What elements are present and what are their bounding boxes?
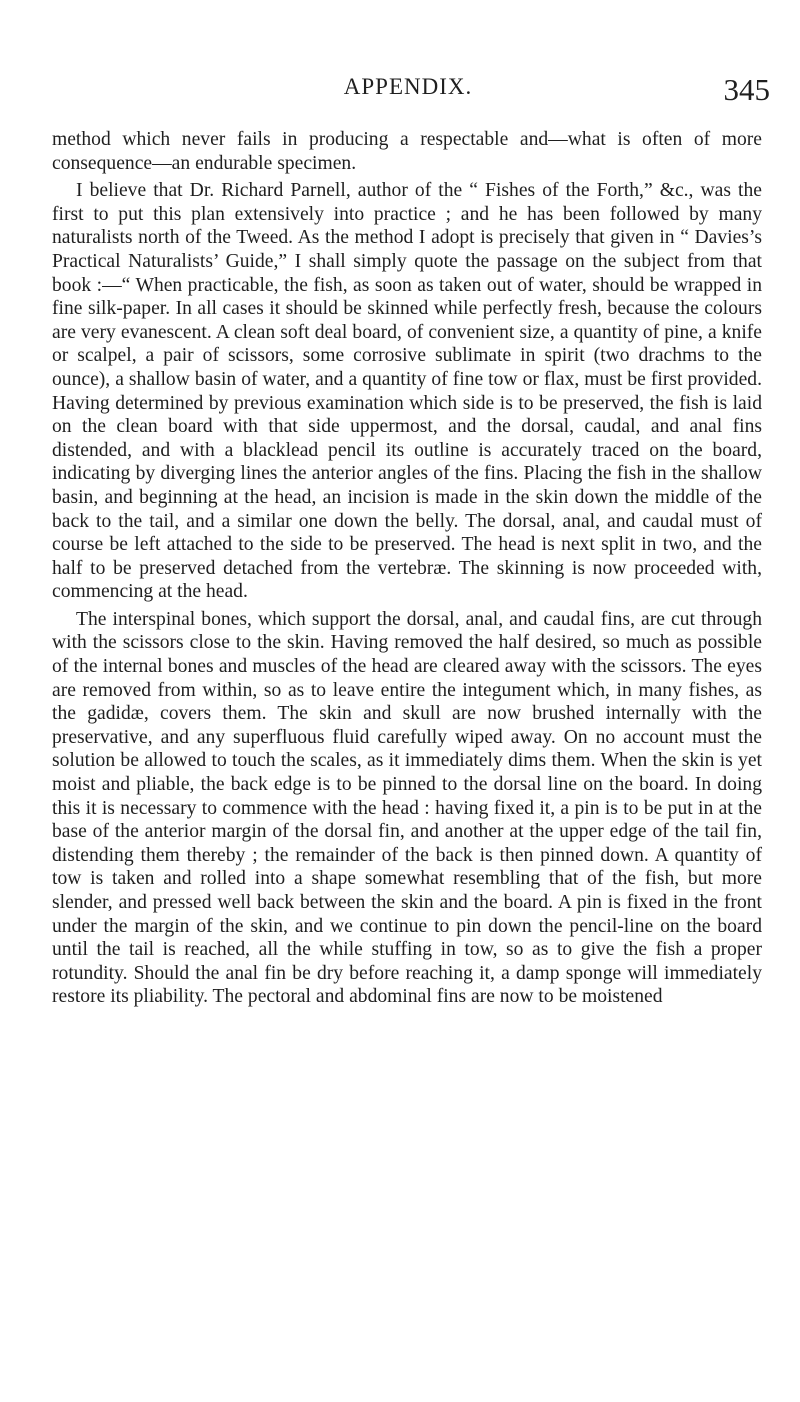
running-header	[46, 74, 770, 114]
body-text	[52, 128, 762, 1009]
paragraph-interspinal-bones: The interspinal bones, which support the dorsal, anal, and caudal fins, are cut through with the scissors close to the skin. Having removed the half desired, so much as possible of the internal bones and muscles of the head are cleared away with the scissors. The eyes are removed from within, so as to leave entire the integument which, in many fishes, as the gadidæ, covers them. The skin and skull are now brushed internally with the preservative, and any superfluous fluid carefully wiped away. On no account must the solution be allowed to touch the scales, as it immediately dims them. When the skin is yet moist and pliable, the back edge is to be pinned to the dorsal line on the board. In doing this it is necessary to commence with the head : having fixed it, a pin is to be put in at the base of the anterior margin of the dorsal fin, and another at the upper edge of the tail fin, distending them thereby ; the remainder of the back is then pinned down. A quantity of tow is taken and rolled into a shape somewhat resembling that of the fish, but more slender, and pressed well back between the skin and the board. A pin is fixed in the front under the margin of the skin, and we continue to pin down the pencil-line on the board until the tail is reached, all the while stuffing in tow, so as to give the fish a proper rotundity. Should the anal fin be dry before reaching it, a damp sponge will immediately restore its pliability. The pectoral and abdominal fins are now to be moistened	[52, 608, 762, 1008]
page-number: 345	[723, 72, 770, 107]
running-title: APPENDIX.	[343, 74, 473, 99]
paragraph-parnell-method: I believe that Dr. Richard Parnell, author of the “ Fishes of the Forth,” &c., was the first to put this plan extensively into practice ; and he has been followed by many naturalists north of the Tweed. As the method I adopt is precisely that given in “ Davies’s Practical Naturalists’ Guide,” I shall simply quote the passage on the subject from that book :—“ When practicable, the fish, as soon as taken out of water, should be wrapped in fine silk-paper. In all cases it should be skinned while perfectly fresh, because the colours are very evanescent. A clean soft deal board, of convenient size, a quantity of pine, a knife or scalpel, a pair of scissors, some corrosive sublimate in spirit (two drachms to the ounce), a shallow basin of water, and a quantity of fine tow or flax, must be first provided. Having determined by previous examination which side is to be preserved, the fish is laid on the clean board with that side uppermost, and the dorsal, caudal, and anal fins distended, and with a blacklead pencil its outline is accurately traced on the board, indicating by diverging lines the anterior angles of the fins. Placing the fish in the shallow basin, and beginning at the head, an incision is made in the skin down the middle of the back to the tail, and a similar one down the belly. The dorsal, anal, and caudal must of course be left attached to the side to be preserved. The head is next split in two, and the half to be preserved detached from the vertebræ. The skinning is now proceeded with, commencing at the head.	[52, 180, 762, 603]
paragraph-continuation: method which never fails in producing a respectable and—what is often of more consequence—an endurable specimen.	[52, 129, 762, 174]
